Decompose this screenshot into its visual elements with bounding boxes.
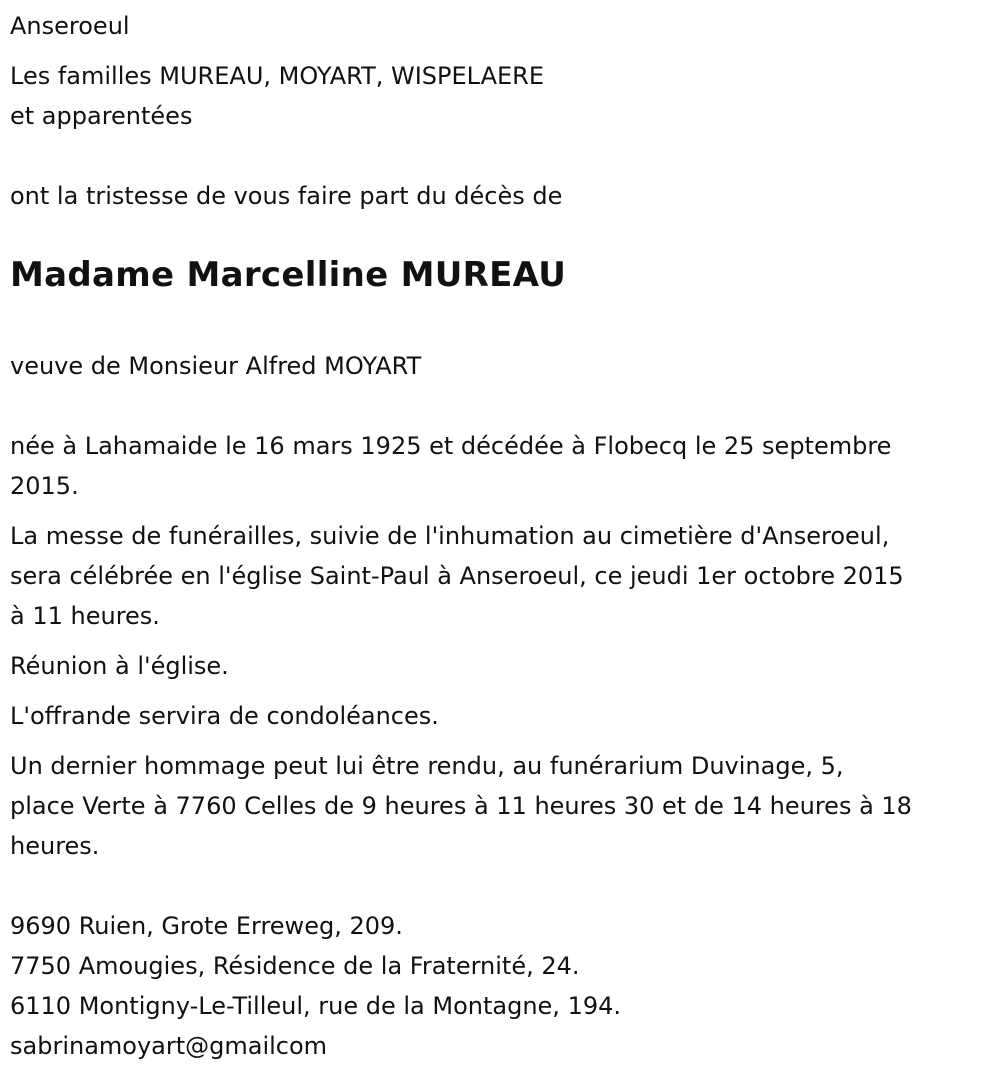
tribute-block — [10, 746, 990, 866]
funeral-line: à 11 heures. — [10, 602, 160, 630]
tribute-line: heures. — [10, 832, 100, 860]
funeral-line: La messe de funérailles, suivie de l'inhumation au cimetière d'Anseroeul, — [10, 522, 890, 550]
offering-text: L'offrande servira de condoléances. — [10, 702, 439, 730]
tribute-line: Un dernier hommage peut lui être rendu, au funérarium Duvinage, 5, — [10, 752, 844, 780]
birth-death-block — [10, 426, 990, 506]
address-line: 7750 Amougies, Résidence de la Fraternité, 24. — [10, 952, 580, 980]
widow-of-text: veuve de Monsieur Alfred MOYART — [10, 352, 422, 380]
addresses-block — [10, 906, 990, 1066]
location-text: Anseroeul — [10, 12, 130, 40]
funeral-block — [10, 516, 990, 636]
email-text: sabrinamoyart@gmailcom — [10, 1032, 328, 1060]
meeting-text: Réunion à l'église. — [10, 652, 229, 680]
families-block — [10, 56, 990, 136]
funeral-line: sera célébrée en l'église Saint-Paul à Anseroeul, ce jeudi 1er octobre 2015 — [10, 562, 904, 590]
families-line: Les familles MUREAU, MOYART, WISPELAERE — [10, 62, 545, 90]
families-line: et apparentées — [10, 102, 193, 130]
address-line: 6110 Montigny-Le-Tilleul, rue de la Montagne, 194. — [10, 992, 622, 1020]
tribute-line: place Verte à 7760 Celles de 9 heures à 11 heures 30 et de 14 heures à 18 — [10, 792, 912, 820]
birth-death-line: née à Lahamaide le 16 mars 1925 et décédée à Flobecq le 25 septembre — [10, 432, 892, 460]
address-line: 9690 Ruien, Grote Erreweg, 209. — [10, 912, 403, 940]
deceased-name: Madame Marcelline MUREAU — [10, 255, 567, 295]
birth-death-line: 2015. — [10, 472, 79, 500]
announcement-text: ont la tristesse de vous faire part du décès de — [10, 182, 563, 210]
